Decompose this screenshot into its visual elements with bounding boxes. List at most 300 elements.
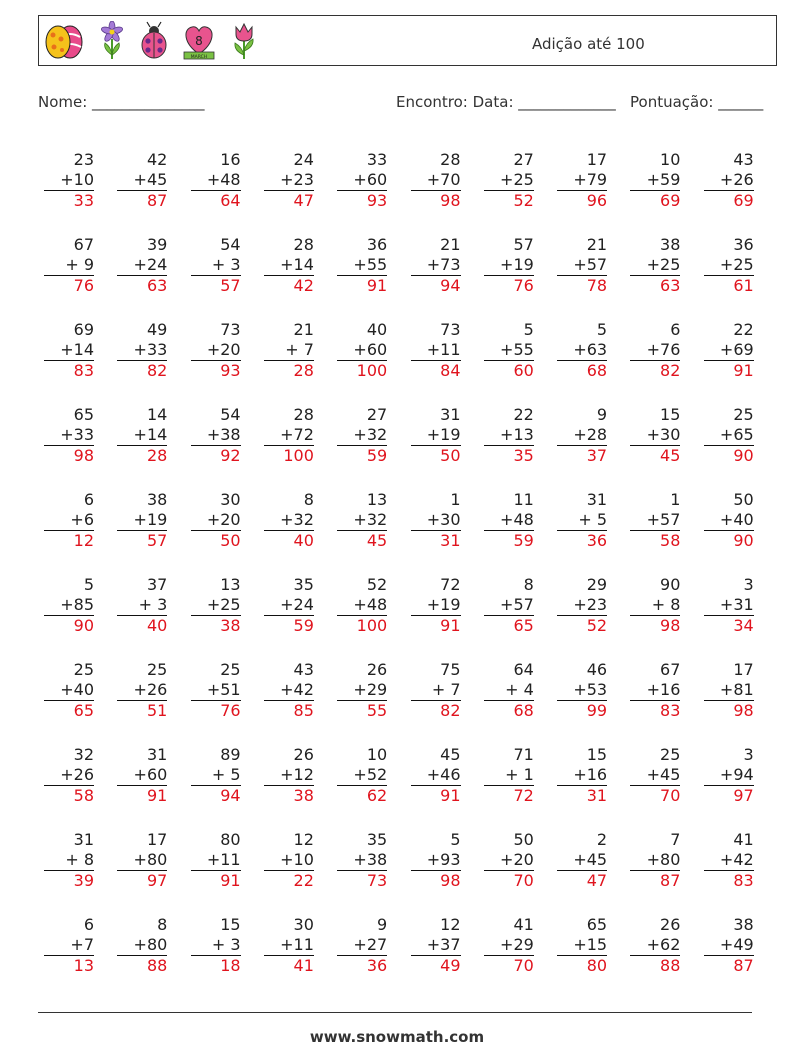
addend-bottom: +19 [426,425,461,444]
problem [337,915,387,976]
answer: 65 [513,616,534,635]
problem [44,490,94,551]
addend-top: 7 [670,830,681,849]
addend-top: 67 [73,235,94,254]
addend-bottom: +60 [353,340,388,359]
answer: 83 [660,701,681,720]
addend-top: 72 [440,575,461,594]
answer: 33 [73,191,94,210]
addend-top: 21 [440,235,461,254]
answer: 64 [220,191,241,210]
addend-top: 11 [513,490,534,509]
addend-bottom: +69 [719,340,754,359]
addend-top: 73 [440,320,461,339]
addend-top: 5 [523,320,534,339]
addend-bottom: + 9 [65,255,94,274]
addend-top: 27 [513,150,534,169]
problem [44,405,94,466]
answer: 63 [146,276,168,295]
problem [557,660,607,721]
addend-top: 21 [293,320,314,339]
problem [337,745,387,806]
answer: 47 [586,871,608,890]
addend-top: 15 [660,405,681,424]
addend-bottom: +19 [133,510,168,529]
answer: 90 [733,446,754,465]
answer: 13 [73,956,94,975]
addend-top: 15 [586,745,608,764]
problem [264,830,314,891]
problem [484,490,534,551]
problem [337,405,387,466]
addend-bottom: +25 [719,255,754,274]
problem [411,745,461,806]
addend-bottom: +37 [426,935,461,954]
addend-bottom: +19 [500,255,534,274]
addend-top: 2 [596,830,608,849]
addend-bottom: +30 [646,425,681,444]
problem [484,660,534,721]
addend-top: 23 [73,150,94,169]
answer: 57 [146,531,168,550]
addend-bottom: +28 [573,425,608,444]
addend-bottom: +94 [719,765,754,784]
answer: 52 [586,616,608,635]
addend-bottom: +57 [500,595,534,614]
addend-top: 36 [366,235,388,254]
problem [264,490,314,551]
problem [411,830,461,891]
addend-bottom: +11 [426,340,461,359]
answer: 37 [586,446,608,465]
answer: 58 [73,786,94,805]
problem [264,575,314,636]
addend-top: 10 [366,745,388,764]
problem [484,150,534,211]
answer: 94 [440,276,461,295]
answer: 91 [440,786,461,805]
answer: 78 [586,276,608,295]
addend-bottom: +7 [70,935,94,954]
answer: 12 [73,531,94,550]
problem [630,490,680,551]
addend-top: 31 [73,830,94,849]
addend-top: 21 [586,235,608,254]
problem [117,235,167,296]
problem [630,915,680,976]
addend-top: 35 [366,830,388,849]
answer: 90 [733,531,754,550]
addend-bottom: +32 [280,510,314,529]
problem [557,830,607,891]
problem [264,745,314,806]
problem [264,235,314,296]
addend-top: 17 [146,830,168,849]
problem [117,830,167,891]
addend-bottom: +48 [500,510,534,529]
problem [44,915,94,976]
answer: 60 [513,361,534,380]
answer: 61 [733,276,754,295]
addend-bottom: +62 [646,935,681,954]
addend-bottom: +29 [500,935,534,954]
problem [704,235,754,296]
problem [704,575,754,636]
answer: 87 [146,191,168,210]
answer: 55 [366,701,388,720]
answer: 87 [660,871,681,890]
addend-bottom: +31 [719,595,754,614]
answer: 52 [513,191,534,210]
answer: 90 [73,616,94,635]
addend-top: 12 [440,915,461,934]
addend-top: 50 [733,490,754,509]
problem [117,150,167,211]
problem [484,320,534,381]
answer: 35 [513,446,534,465]
problem [484,575,534,636]
addend-top: 46 [586,660,608,679]
addend-bottom: +30 [426,510,461,529]
problem [704,830,754,891]
problem [264,405,314,466]
answer: 98 [440,871,461,890]
addend-top: 54 [220,405,241,424]
problem [411,320,461,381]
problem [557,575,607,636]
answer: 91 [366,276,388,295]
problem [117,745,167,806]
answer: 91 [220,871,241,890]
addend-top: 31 [440,405,461,424]
problem [411,660,461,721]
addend-top: 69 [73,320,94,339]
problem [704,320,754,381]
addend-bottom: +10 [280,850,314,869]
addend-bottom: +26 [60,765,94,784]
addend-bottom: +60 [353,170,388,189]
answer: 91 [440,616,461,635]
addend-bottom: +24 [280,595,314,614]
answer: 28 [146,446,168,465]
problem [191,745,241,806]
answer: 100 [283,446,314,465]
problem [630,150,680,211]
answer: 18 [220,956,241,975]
problem [630,235,680,296]
easter-egg-icon [43,21,85,61]
addend-bottom: +20 [500,850,534,869]
problem [337,830,387,891]
answer: 36 [586,531,608,550]
addend-top: 45 [440,745,461,764]
answer: 31 [586,786,608,805]
addend-bottom: + 3 [211,255,241,274]
addend-bottom: + 4 [505,680,534,699]
addend-bottom: + 8 [651,595,681,614]
addend-top: 89 [220,745,241,764]
answer: 65 [73,701,94,720]
addend-bottom: + 3 [211,935,241,954]
addend-bottom: +57 [646,510,681,529]
problem [484,405,534,466]
answer: 40 [293,531,314,550]
answer: 94 [220,786,241,805]
addend-top: 31 [146,745,168,764]
addend-top: 71 [513,745,534,764]
answer: 82 [660,361,681,380]
addend-top: 13 [220,575,241,594]
addend-bottom: +63 [573,340,608,359]
addend-top: 1 [450,490,461,509]
answer: 51 [146,701,168,720]
answer: 36 [366,956,388,975]
ladybug-icon [139,21,169,61]
addend-top: 37 [146,575,168,594]
addend-top: 33 [366,150,388,169]
problem [117,405,167,466]
addend-bottom: +42 [280,680,314,699]
answer: 45 [366,531,388,550]
answer: 97 [146,871,168,890]
addend-bottom: +42 [719,850,754,869]
addend-top: 26 [366,660,388,679]
addend-top: 14 [146,405,168,424]
addend-bottom: +72 [280,425,314,444]
addend-bottom: +48 [353,595,388,614]
addend-bottom: +70 [426,170,461,189]
problem [411,575,461,636]
answer: 59 [366,446,388,465]
addend-bottom: +11 [280,935,314,954]
problem [630,830,680,891]
addend-bottom: +32 [353,425,388,444]
addend-top: 67 [660,660,681,679]
addend-top: 6 [670,320,681,339]
problem [337,660,387,721]
problem [411,235,461,296]
answer: 100 [356,361,388,380]
addend-top: 25 [73,660,94,679]
answer: 93 [366,191,388,210]
addend-bottom: +53 [573,680,608,699]
addend-bottom: +24 [133,255,168,274]
problem [557,745,607,806]
addend-top: 64 [513,660,534,679]
addend-bottom: +49 [719,935,754,954]
addend-bottom: + 8 [65,850,94,869]
addend-top: 36 [733,235,754,254]
problem [44,150,94,211]
problem [191,320,241,381]
date-field: Encontro: Data: _____________ [396,93,616,111]
addend-bottom: +26 [719,170,754,189]
problem [484,915,534,976]
answer: 50 [440,446,461,465]
addend-bottom: +46 [426,765,461,784]
heart-number: 8 [195,34,203,48]
problem [630,660,680,721]
addend-top: 26 [660,915,681,934]
addend-top: 90 [660,575,681,594]
addend-bottom: +10 [60,170,94,189]
problem [191,915,241,976]
addend-top: 13 [366,490,388,509]
addend-bottom: +27 [353,935,388,954]
answer: 68 [513,701,534,720]
problem [557,150,607,211]
problem [191,490,241,551]
addend-top: 27 [366,405,388,424]
answer: 100 [356,616,388,635]
addend-bottom: +59 [646,170,681,189]
answer: 98 [733,701,754,720]
addend-top: 17 [586,150,608,169]
addend-top: 25 [733,405,754,424]
addend-top: 6 [83,490,94,509]
addend-bottom: +16 [646,680,681,699]
addend-top: 3 [743,745,754,764]
addend-bottom: +13 [500,425,534,444]
answer: 62 [366,786,388,805]
problem [630,405,680,466]
addend-top: 32 [73,745,94,764]
addend-top: 35 [293,575,314,594]
answer: 73 [366,871,388,890]
addend-bottom: +12 [280,765,314,784]
answer: 59 [293,616,314,635]
addend-bottom: +33 [60,425,94,444]
addend-bottom: +40 [60,680,94,699]
addend-top: 5 [596,320,608,339]
heart-banner-text: MARCH [190,55,208,60]
answer: 68 [586,361,608,380]
answer: 38 [220,616,241,635]
problem [264,320,314,381]
addend-top: 28 [293,235,314,254]
addend-bottom: +14 [280,255,314,274]
answer: 83 [733,871,754,890]
answer: 42 [293,276,314,295]
addend-top: 16 [220,150,241,169]
answer: 63 [660,276,681,295]
addend-top: 65 [73,405,94,424]
answer: 72 [513,786,534,805]
addend-bottom: +25 [500,170,534,189]
answer: 91 [146,786,168,805]
answer: 69 [733,191,754,210]
problem [337,320,387,381]
problem [630,745,680,806]
problem [337,490,387,551]
problem [704,150,754,211]
problem [557,320,607,381]
addend-top: 41 [513,915,534,934]
addend-bottom: +20 [206,340,241,359]
addend-top: 26 [293,745,314,764]
addend-top: 1 [670,490,681,509]
problem [191,830,241,891]
addend-bottom: +45 [133,170,168,189]
problem [117,915,167,976]
addend-top: 30 [293,915,314,934]
addend-top: 80 [220,830,241,849]
answer: 97 [733,786,754,805]
problem [484,830,534,891]
addend-bottom: +55 [353,255,388,274]
addend-bottom: +52 [353,765,388,784]
addend-bottom: +81 [719,680,754,699]
addend-top: 38 [660,235,681,254]
footer-url: www.snowmath.com [309,1028,485,1046]
heart-8-march-icon [181,21,217,61]
answer: 31 [440,531,461,550]
addend-bottom: +32 [353,510,388,529]
addend-bottom: +55 [500,340,534,359]
problem [630,320,680,381]
addend-top: 57 [513,235,534,254]
addend-bottom: +23 [573,595,608,614]
addend-bottom: +25 [646,255,681,274]
addend-top: 15 [220,915,241,934]
addend-bottom: +80 [133,935,168,954]
addend-top: 38 [733,915,754,934]
answer: 84 [440,361,461,380]
addend-bottom: +76 [646,340,681,359]
addend-bottom: + 5 [211,765,241,784]
addend-top: 6 [83,915,94,934]
problem [411,915,461,976]
addend-top: 22 [513,405,534,424]
problem [44,235,94,296]
problem [264,915,314,976]
addend-top: 3 [743,575,754,594]
answer: 92 [220,446,241,465]
addend-bottom: + 7 [285,340,314,359]
answer: 83 [73,361,94,380]
answer: 70 [660,786,681,805]
name-field: Nome: _______________ [38,93,205,111]
answer: 49 [440,956,461,975]
addend-top: 22 [733,320,754,339]
addend-bottom: +60 [133,765,168,784]
problem [191,575,241,636]
answer: 91 [733,361,754,380]
addend-bottom: +80 [133,850,168,869]
addend-bottom: +11 [206,850,241,869]
addend-top: 9 [377,915,388,934]
answer: 88 [660,956,681,975]
problem [191,405,241,466]
problem [557,490,607,551]
flower-icon [97,21,127,61]
addend-bottom: +26 [133,680,168,699]
addend-top: 8 [157,915,168,934]
header-box [38,15,777,66]
answer: 57 [220,276,241,295]
addend-top: 49 [146,320,168,339]
addend-top: 17 [733,660,754,679]
answer: 99 [586,701,608,720]
answer: 98 [660,616,681,635]
addend-top: 24 [293,150,314,169]
answer: 28 [293,361,314,380]
addend-top: 41 [733,830,754,849]
addend-top: 43 [293,660,314,679]
addend-bottom: +57 [573,255,608,274]
problem [704,660,754,721]
problem [117,490,167,551]
